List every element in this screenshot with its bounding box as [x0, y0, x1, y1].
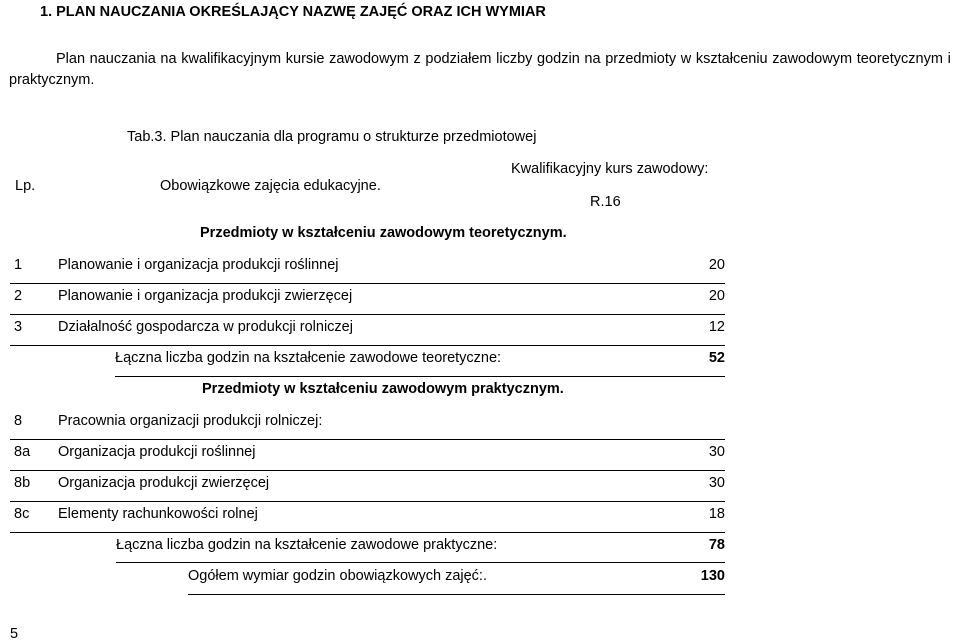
theory-total-label: Łączna liczba godzin na kształcenie zawodowe teoretyczne:	[115, 350, 502, 366]
row-lp: 8	[14, 413, 23, 429]
row-divider	[188, 594, 725, 595]
row-lp: 8b	[14, 475, 31, 491]
row-lp: 2	[14, 288, 23, 304]
row-divider	[10, 345, 725, 346]
row-hours: 18	[708, 506, 725, 522]
intro-word: teoretycznym	[856, 51, 943, 67]
practice-total-label: Łączna liczba godzin na kształcenie zawodowe praktyczne:	[116, 537, 498, 553]
row-subject: Planowanie i organizacja produkcji zwierzęcej	[58, 288, 353, 304]
intro-word: i	[947, 51, 951, 67]
row-divider	[115, 376, 725, 377]
row-subject: Pracownia organizacji produkcji rolniczej:	[58, 413, 323, 429]
row-divider	[116, 562, 725, 563]
page-number: 5	[10, 626, 19, 642]
row-hours: 12	[708, 319, 725, 335]
intro-word: kwalifikacyjnym	[181, 51, 282, 67]
row-subject: Organizacja produkcji zwierzęcej	[58, 475, 270, 491]
intro-word: zawodowym	[772, 51, 853, 67]
row-divider	[10, 501, 725, 502]
intro-word: kursie	[285, 51, 325, 67]
intro-line-2: praktycznym.	[9, 72, 95, 88]
intro-word: przedmioty	[605, 51, 677, 67]
row-lp: 1	[14, 257, 23, 273]
table-caption: Tab.3. Plan nauczania dla programu o strukturze przedmiotowej	[127, 129, 537, 145]
intro-word: na	[584, 51, 601, 67]
row-hours: 20	[708, 288, 725, 304]
intro-word: liczby	[496, 51, 533, 67]
intro-word: nauczania	[89, 51, 156, 67]
column-lp-header: Lp.	[15, 178, 36, 194]
intro-word: podziałem	[425, 51, 492, 67]
row-subject: Działalność gospodarcza w produkcji rolniczej	[58, 319, 353, 335]
practice-total-value: 78	[708, 537, 725, 553]
section-theory-title: Przedmioty w kształceniu zawodowym teoretycznym.	[200, 225, 567, 241]
intro-paragraph	[9, 49, 951, 91]
intro-word: Plan	[56, 51, 86, 67]
row-subject: Organizacja produkcji roślinnej	[58, 444, 256, 460]
intro-word: na	[160, 51, 177, 67]
row-hours: 30	[708, 475, 725, 491]
row-subject: Planowanie i organizacja produkcji roślinnej	[58, 257, 339, 273]
row-divider	[10, 439, 725, 440]
column-subject-header: Obowiązkowe zajęcia edukacyjne.	[160, 178, 381, 194]
column-course-header: Kwalifikacyjny kurs zawodowy:	[511, 161, 709, 177]
row-divider	[10, 283, 725, 284]
grand-total-label: Ogółem wymiar godzin obowiązkowych zajęć:.	[188, 568, 487, 584]
section-heading: 1. PLAN NAUCZANIA OKREŚLAJĄCY NAZWĘ ZAJĘĆ ORAZ ICH WYMIAR	[40, 4, 546, 20]
theory-total-value: 52	[708, 350, 725, 366]
intro-word: z	[413, 51, 421, 67]
section-practice-title: Przedmioty w kształceniu zawodowym praktycznym.	[202, 381, 564, 397]
row-divider	[10, 314, 725, 315]
grand-total-value: 130	[700, 568, 725, 584]
intro-word: godzin	[537, 51, 580, 67]
row-hours: 20	[708, 257, 725, 273]
row-lp: 3	[14, 319, 23, 335]
intro-word: kształceniu	[695, 51, 768, 67]
intro-word: w	[680, 51, 692, 67]
course-code: R.16	[590, 194, 621, 210]
row-lp: 8c	[14, 506, 30, 522]
intro-line-1	[9, 49, 951, 70]
row-lp: 8a	[14, 444, 31, 460]
row-subject: Elementy rachunkowości rolnej	[58, 506, 258, 522]
intro-word: zawodowym	[329, 51, 409, 67]
row-hours: 30	[708, 444, 725, 460]
row-divider	[10, 532, 725, 533]
row-divider	[10, 470, 725, 471]
